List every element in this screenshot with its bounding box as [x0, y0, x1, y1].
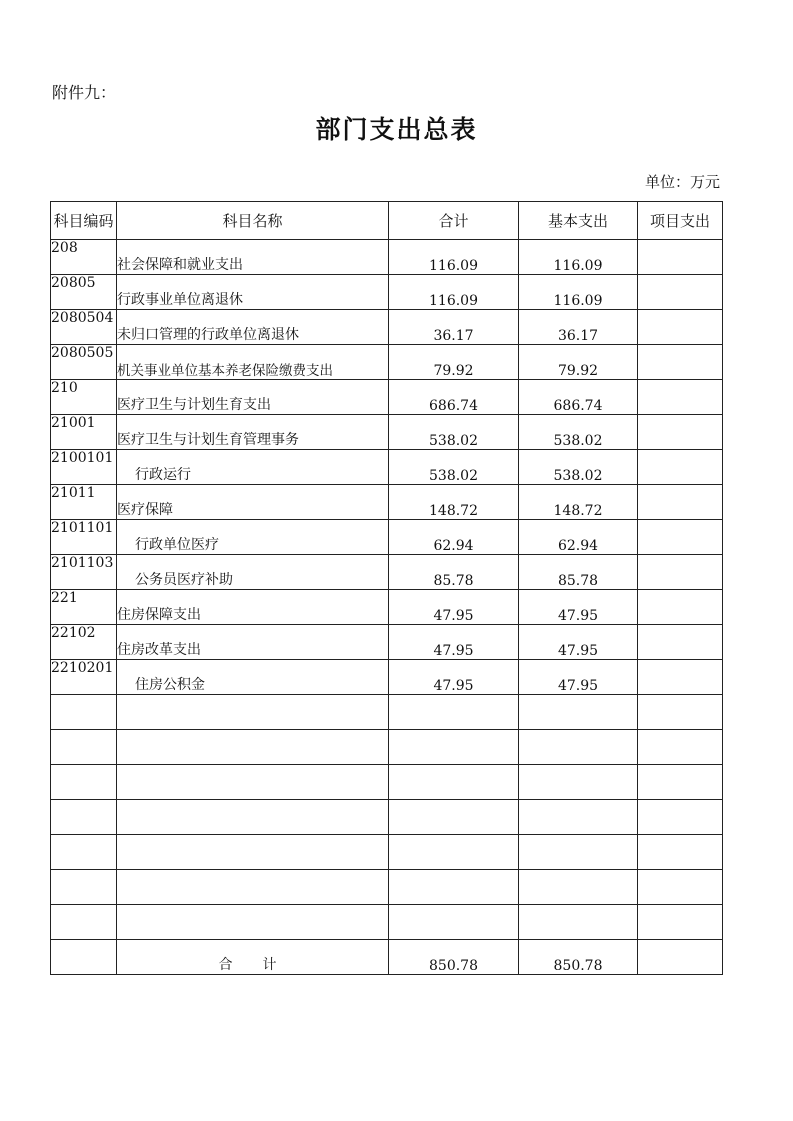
row-name: 社会保障和就业支出	[117, 240, 389, 275]
table-row	[51, 590, 723, 625]
row-total: 85.78	[389, 555, 519, 590]
empty-cell	[51, 905, 117, 940]
row-name: 未归口管理的行政单位离退休	[117, 310, 389, 345]
empty-cell	[117, 800, 389, 835]
attachment-label: 附件九：	[52, 83, 117, 102]
table-row	[51, 345, 723, 380]
total-project	[638, 940, 723, 975]
row-project	[638, 485, 723, 520]
table-row	[51, 275, 723, 310]
table-row	[51, 240, 723, 275]
empty-cell	[117, 870, 389, 905]
row-total: 47.95	[389, 590, 519, 625]
empty-cell	[519, 905, 638, 940]
row-code: 21001	[51, 415, 117, 450]
row-total: 116.09	[389, 240, 519, 275]
empty-cell	[51, 695, 117, 730]
empty-row	[51, 870, 723, 905]
row-basic: 36.17	[519, 310, 638, 345]
table-row	[51, 380, 723, 415]
row-name: 医疗卫生与计划生育管理事务	[117, 415, 389, 450]
row-code: 2080505	[51, 345, 117, 380]
row-name: 住房公积金	[117, 660, 389, 695]
total-row	[51, 940, 723, 975]
row-name: 医疗卫生与计划生育支出	[117, 380, 389, 415]
expenditure-table	[50, 201, 723, 975]
empty-cell	[389, 765, 519, 800]
empty-cell	[638, 730, 723, 765]
row-project	[638, 660, 723, 695]
row-total: 79.92	[389, 345, 519, 380]
empty-cell	[117, 835, 389, 870]
row-code: 221	[51, 590, 117, 625]
empty-cell	[117, 905, 389, 940]
row-code: 2210201	[51, 660, 117, 695]
empty-row	[51, 765, 723, 800]
empty-cell	[51, 835, 117, 870]
row-code: 2080504	[51, 310, 117, 345]
row-basic: 85.78	[519, 555, 638, 590]
row-project	[638, 520, 723, 555]
empty-row	[51, 905, 723, 940]
table-row	[51, 310, 723, 345]
row-basic: 686.74	[519, 380, 638, 415]
empty-cell	[519, 695, 638, 730]
row-basic: 62.94	[519, 520, 638, 555]
row-basic: 116.09	[519, 240, 638, 275]
row-name: 行政单位医疗	[117, 520, 389, 555]
row-basic: 47.95	[519, 625, 638, 660]
empty-cell	[638, 765, 723, 800]
header-code: 科目编码	[51, 202, 117, 240]
empty-row	[51, 695, 723, 730]
empty-cell	[51, 765, 117, 800]
row-code: 2100101	[51, 450, 117, 485]
empty-cell	[389, 800, 519, 835]
row-project	[638, 310, 723, 345]
empty-cell	[51, 800, 117, 835]
row-name: 住房改革支出	[117, 625, 389, 660]
empty-row	[51, 835, 723, 870]
empty-cell	[117, 765, 389, 800]
table-row	[51, 625, 723, 660]
empty-cell	[389, 730, 519, 765]
total-label: 合计	[117, 940, 389, 975]
row-project	[638, 380, 723, 415]
row-basic: 538.02	[519, 415, 638, 450]
row-code: 210	[51, 380, 117, 415]
row-project	[638, 555, 723, 590]
row-name: 公务员医疗补助	[117, 555, 389, 590]
row-total: 62.94	[389, 520, 519, 555]
empty-row	[51, 800, 723, 835]
row-total: 148.72	[389, 485, 519, 520]
row-basic: 538.02	[519, 450, 638, 485]
row-basic: 148.72	[519, 485, 638, 520]
table-row	[51, 555, 723, 590]
empty-cell	[389, 835, 519, 870]
total-basic: 850.78	[519, 940, 638, 975]
header-basic: 基本支出	[519, 202, 638, 240]
empty-cell	[519, 835, 638, 870]
row-name: 医疗保障	[117, 485, 389, 520]
row-project	[638, 345, 723, 380]
row-total: 538.02	[389, 415, 519, 450]
row-total: 686.74	[389, 380, 519, 415]
row-name: 住房保障支出	[117, 590, 389, 625]
total-sum: 850.78	[389, 940, 519, 975]
row-project	[638, 590, 723, 625]
unit-label: 单位：万元	[644, 173, 720, 191]
row-basic: 79.92	[519, 345, 638, 380]
table-row	[51, 415, 723, 450]
table-header-row	[51, 202, 723, 240]
row-code: 2101101	[51, 520, 117, 555]
row-code: 208	[51, 240, 117, 275]
empty-cell	[519, 765, 638, 800]
row-total: 538.02	[389, 450, 519, 485]
empty-cell	[117, 695, 389, 730]
empty-cell	[638, 695, 723, 730]
empty-cell	[51, 870, 117, 905]
row-code: 21011	[51, 485, 117, 520]
table-row	[51, 660, 723, 695]
empty-cell	[638, 800, 723, 835]
empty-cell	[389, 870, 519, 905]
empty-cell	[519, 800, 638, 835]
empty-cell	[51, 730, 117, 765]
empty-cell	[117, 730, 389, 765]
row-total: 116.09	[389, 275, 519, 310]
row-code: 22102	[51, 625, 117, 660]
empty-cell	[519, 870, 638, 905]
empty-cell	[389, 905, 519, 940]
empty-row	[51, 730, 723, 765]
empty-cell	[638, 905, 723, 940]
header-project: 项目支出	[638, 202, 723, 240]
row-basic: 47.95	[519, 590, 638, 625]
empty-cell	[638, 835, 723, 870]
row-project	[638, 415, 723, 450]
row-name: 行政运行	[117, 450, 389, 485]
row-project	[638, 625, 723, 660]
empty-cell	[389, 695, 519, 730]
row-name: 机关事业单位基本养老保险缴费支出	[117, 345, 389, 380]
table-row	[51, 450, 723, 485]
page-title: 部门支出总表	[315, 115, 478, 144]
table-row	[51, 485, 723, 520]
total-code-cell	[51, 940, 117, 975]
row-name: 行政事业单位离退休	[117, 275, 389, 310]
row-basic: 116.09	[519, 275, 638, 310]
empty-cell	[638, 870, 723, 905]
table-row	[51, 520, 723, 555]
row-total: 47.95	[389, 625, 519, 660]
row-total: 36.17	[389, 310, 519, 345]
row-project	[638, 275, 723, 310]
row-project	[638, 450, 723, 485]
empty-cell	[519, 730, 638, 765]
row-total: 47.95	[389, 660, 519, 695]
row-code: 2101103	[51, 555, 117, 590]
row-project	[638, 240, 723, 275]
header-name: 科目名称	[117, 202, 389, 240]
row-code: 20805	[51, 275, 117, 310]
row-basic: 47.95	[519, 660, 638, 695]
header-total: 合计	[389, 202, 519, 240]
